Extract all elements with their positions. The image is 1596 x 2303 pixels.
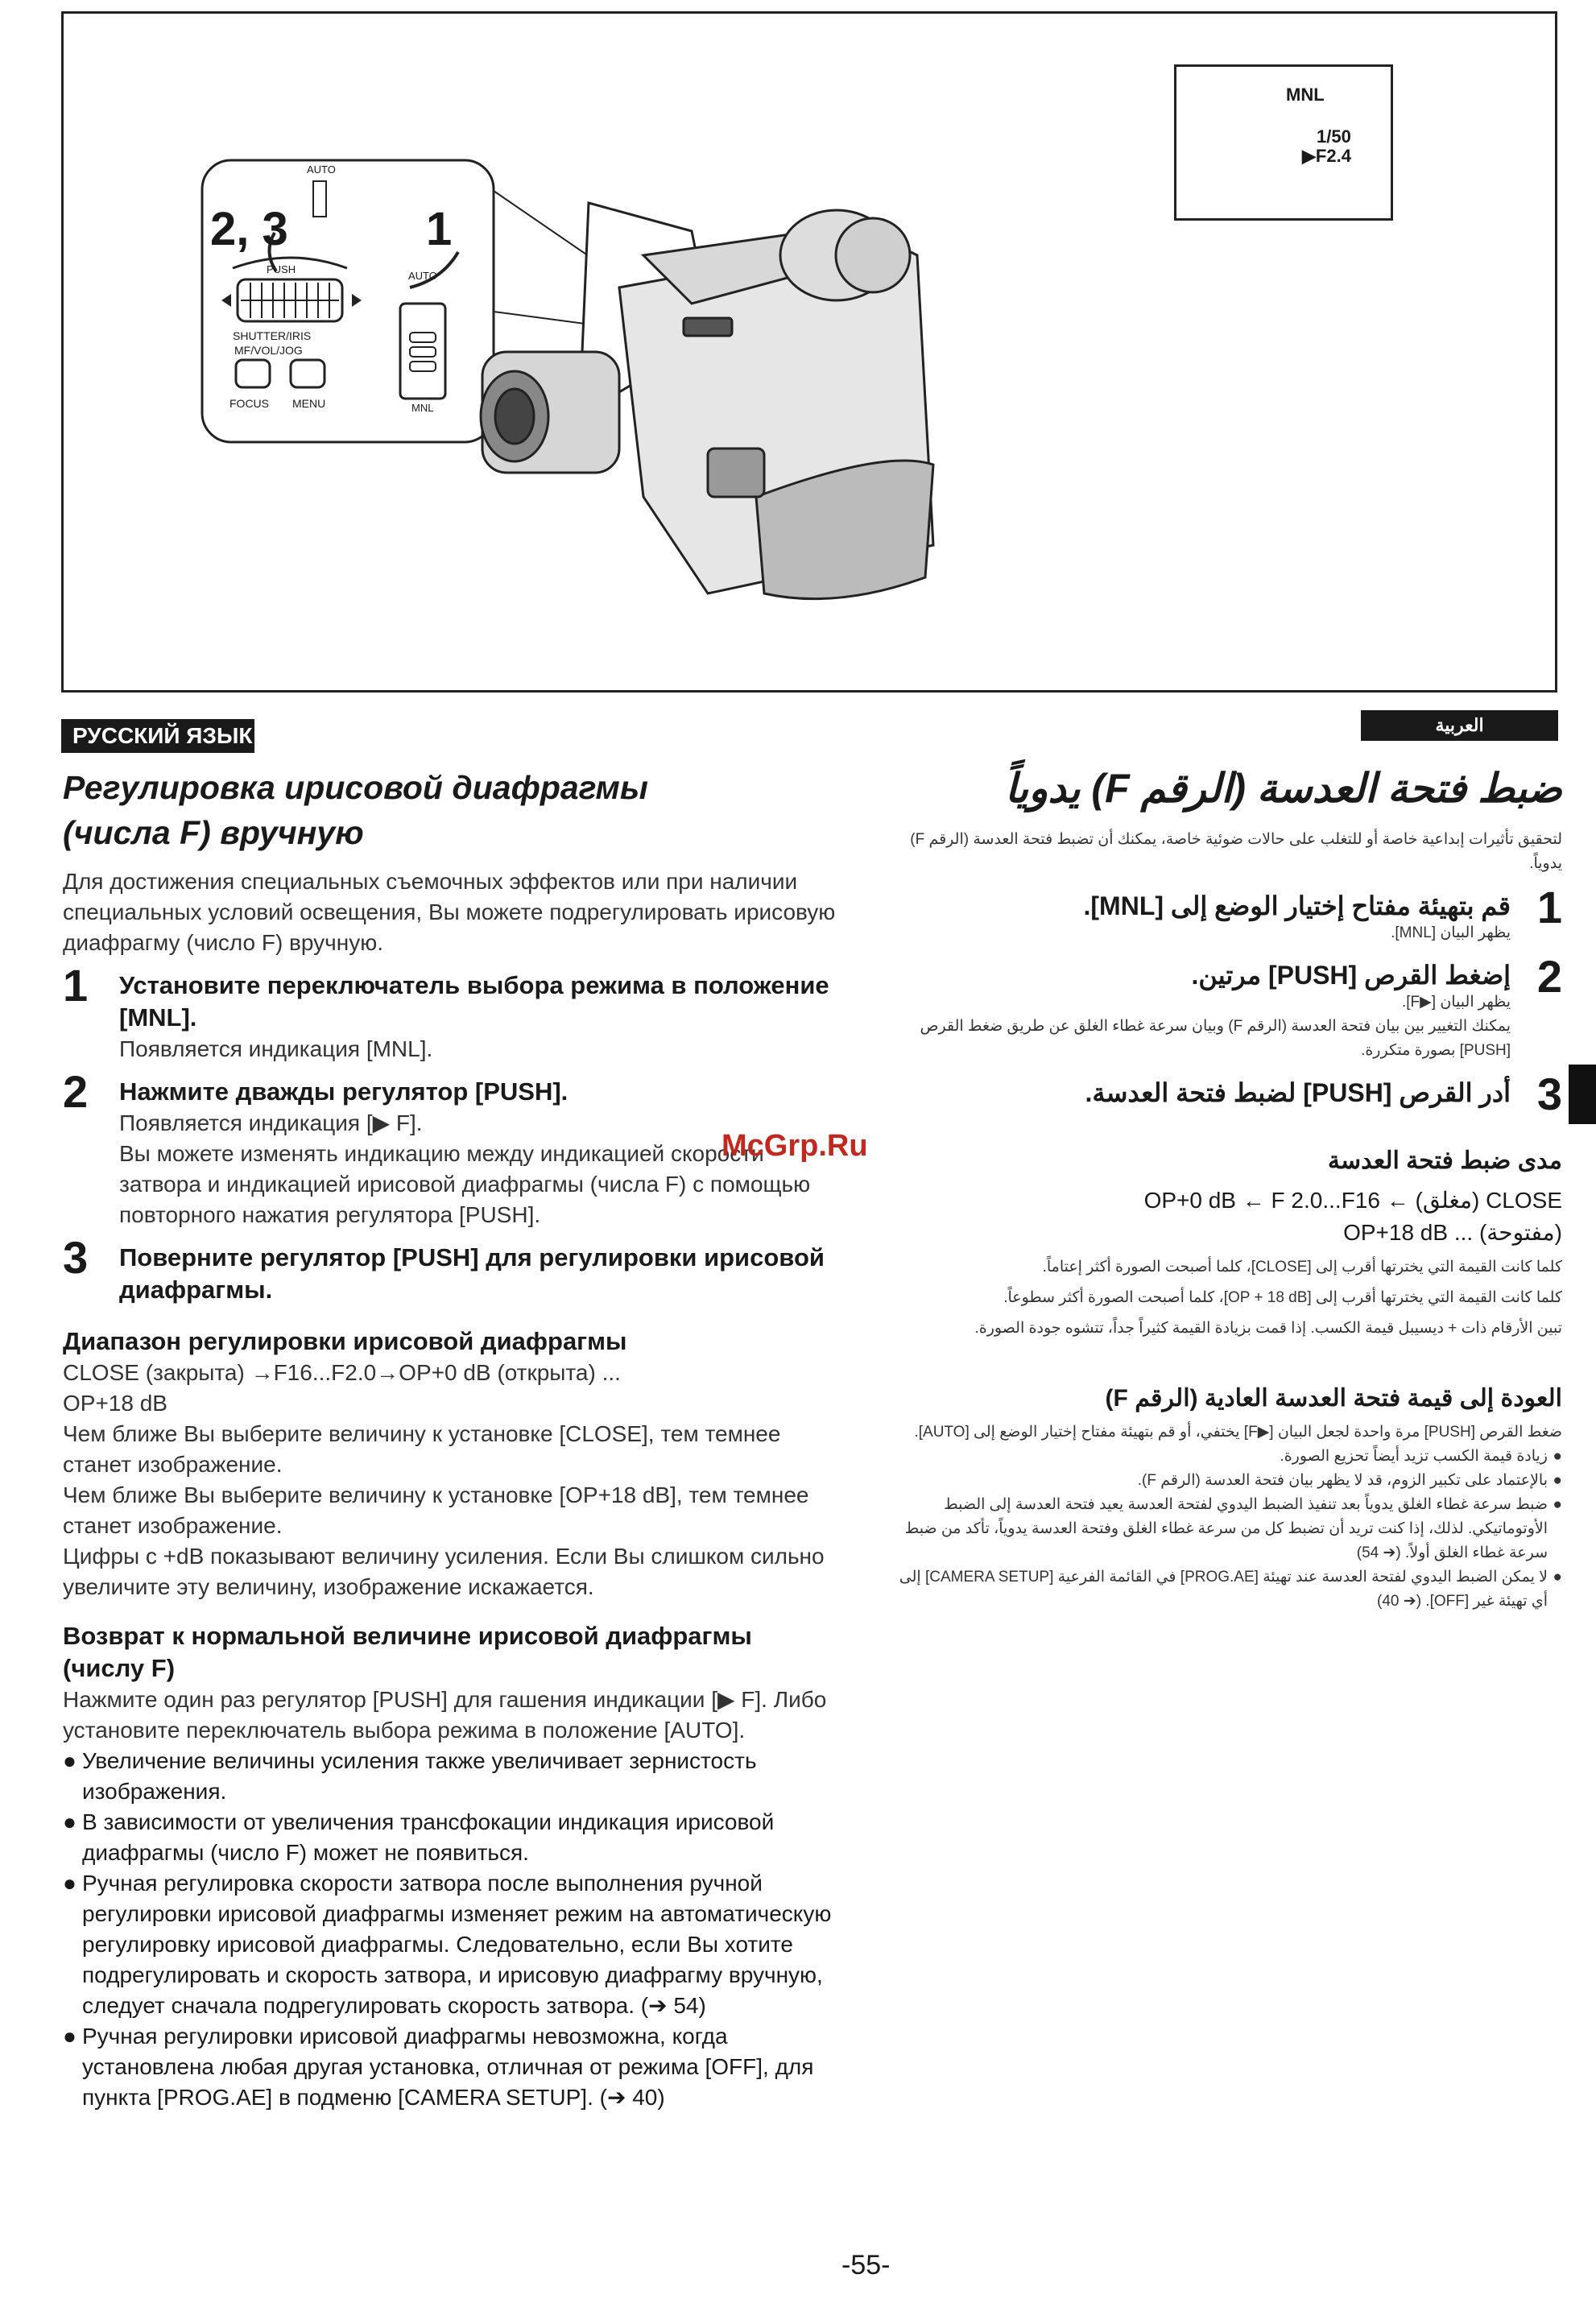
callout-label-2-3: 2, 3 (210, 203, 288, 255)
ar-title: ضبط فتحة العدسة (الرقم F) يدوياً (1005, 766, 1562, 811)
ru-step-2 (63, 1066, 836, 1230)
auto-indicator-slot (313, 181, 326, 217)
ar-step-head: إضغط القرص [PUSH] مرتين. (1191, 961, 1511, 990)
ar-step-body: يظهر البيان [▶F]. يمكنك التغيير بين بيان فتحة العدسة (الرقم F) وبيان سرعة غطاء الغلق عن طريق ضغط القرص [PUSH] بصورة متكررة. (920, 994, 1511, 1059)
page-number: -55- (841, 2250, 891, 2280)
ar-range-heading: مدى ضبط فتحة العدسة (1327, 1147, 1562, 1174)
ar-intro: لتحقيق تأثيرات إبداعية خاصة أو للتغلب على حالات ضوئية خاصة، يمكنك أن تضبط فتحة العدسة (الرقم F) يدوياً. (910, 831, 1562, 872)
auto-switch-label: AUTO (408, 270, 437, 282)
list-item: ● بالإعتماد على تكبير الزوم، قد لا يظهر بيان فتحة العدسة (الرقم F). (1137, 1472, 1562, 1489)
ar-step-head: أدر القرص [PUSH] لضبط فتحة العدسة. (1085, 1078, 1511, 1107)
ar-return-heading: العودة إلى قيمة فتحة العدسة العادية (الرقم F) (1105, 1385, 1562, 1412)
list-item: ● В зависимости от увеличения трансфокации индикация ирисовой диафрагмы (число F) может не появиться. (63, 1809, 775, 1865)
focus-button-shape (236, 360, 270, 387)
ar-step-2 (894, 951, 1562, 1063)
focus-label: FOCUS (229, 397, 269, 410)
ru-return-body: Нажмите один раз регулятор [PUSH] для гашения индикации [▶ F]. Либо установите переключатель выбора режима в положение [AUTO]. (63, 1687, 827, 1743)
ru-intro: Для достижения специальных съемочных эффектов или при наличии специальных условий освещения, Вы можете подрегулировать ирисовую диафрагму (число F) вручную. (63, 869, 836, 955)
ar-step-3 (894, 1069, 1562, 1119)
ar-step-head: قم بتهيئة مفتاح إختيار الوضع إلى [MNL]. (1083, 891, 1511, 920)
ru-step-1 (63, 960, 836, 1065)
russian-language-badge: РУССКИЙ ЯЗЫК (61, 719, 254, 753)
ru-title-line1: Регулировка ирисовой диафрагмы (63, 769, 648, 806)
russian-column (63, 765, 836, 2113)
list-item: ● لا يمكن الضبط اليدوي لفتحة العدسة عند تهيئة [PROG.AE] في القائمة الفرعية [CAMERA SETUP] إلى أي تهيئة غير [OFF]. (➔ 40) (899, 1569, 1562, 1610)
lcd-display (1174, 64, 1393, 221)
lcd-shutter: 1/50 (1317, 126, 1351, 147)
ru-range-body: CLOSE (закрыта) →F16...F2.0→OP+0 dB (открыта) ... OP+18 dB Чем ближе Вы выберите величину к установке [CLOSE], тем темнее станет изображение. Чем ближе Вы выберите величину к установке [OP+18 dB], тем темнее станет изображение. Цифры с +dB показывают величину усиления. Если Вы слишком сильно увеличите эту величину, изображение искажается. (63, 1360, 825, 1599)
mnl-switch-label: MNL (411, 402, 434, 414)
auto-top-label: AUTO (307, 163, 336, 176)
ru-range-heading: Диапазон регулировки ирисовой диафрагмы (63, 1327, 627, 1355)
ru-bullet-list (63, 1746, 836, 2113)
ar-step-1 (894, 882, 1562, 945)
push-label: PUSH (267, 263, 296, 275)
ar-range-note: تبين الأرقام ذات + ديسيبل قيمة الكسب. إذا قمت بزيادة القيمة كثيراً جداً، تتشوه جودة الصورة. (974, 1320, 1562, 1337)
ar-range-line1: OP+0 dB ← F 2.0...F16 ← (مغلق) CLOSE (1143, 1188, 1562, 1213)
ar-step-body: يظهر البيان [MNL]. (1391, 924, 1511, 941)
menu-button-shape (291, 360, 325, 387)
list-item: ● Ручная регулировка скорости затвора после выполнения ручной регулировки ирисовой диафрагмы изменяет режим на автоматическую регулировку ирисовой диафрагмы. Следовательно, если Вы хотите подрегулировать и скорость затвора, и ирисовую диафрагму вручную, следует сначала подрегулировать скорость затвора. (➔ 54) (63, 1871, 832, 2018)
arabic-column (894, 765, 1562, 1614)
ar-step-number: 2 (1536, 951, 1562, 1002)
ru-step-body: Появляется индикация [▶ F]. Вы можете изменять индикацию между индикацией скорости затвора и индикацией ирисовой диафрагмы (числа F) с помощью повторного нажатия регулятора [PUSH]. (119, 1110, 811, 1227)
ru-step-head: Установите переключатель выбора режима в положение [MNL]. (119, 971, 829, 1032)
ru-step-number: 2 (63, 1066, 89, 1117)
ar-range-note: كلما كانت القيمة التي يخترتها أقرب إلى [OP + 18 dB]، كلما أصبحت الصورة أكثر سطوعاً. (1003, 1289, 1562, 1306)
shutter-iris-label: SHUTTER/IRIS (233, 329, 312, 342)
camcorder-body (481, 203, 933, 599)
side-thumb-tab (1569, 1065, 1596, 1124)
lcd-mode: MNL (1286, 85, 1325, 105)
list-item: ● Увеличение величины усиления также увеличивает зернистость изображения. (63, 1748, 757, 1804)
ru-step-head: Поверните регулятор [PUSH] для регулировки ирисовой диафрагмы. (119, 1243, 825, 1304)
lcd-fnumber: ▶F2.4 (1302, 146, 1351, 166)
callout-label-1: 1 (426, 203, 453, 255)
mf-vol-jog-label: MF/VOL/JOG (234, 344, 303, 357)
ar-range-note: كلما كانت القيمة التي يخترتها أقرب إلى [CLOSE]، كلما أصبحت الصورة أكثر إعتاماً. (1042, 1259, 1562, 1276)
watermark-link[interactable]: McGrp.Ru (722, 1129, 868, 1163)
ru-step-3 (63, 1232, 836, 1306)
ru-step-body: Появляется индикация [MNL]. (119, 1036, 433, 1061)
list-item: ● Ручная регулировки ирисовой диафрагмы невозможна, когда установлена любая другая установка, отличная от режима [OFF], для пункта [PROG.AE] в подменю [CAMERA SETUP]. (➔ 40) (63, 2024, 814, 2110)
ar-step-number: 3 (1536, 1069, 1562, 1119)
ar-step-number: 1 (1536, 882, 1562, 932)
ru-step-head: Нажмите дважды регулятор [PUSH]. (119, 1077, 569, 1106)
ru-title-line2: (числа F) вручную (63, 814, 364, 851)
menu-label: MENU (292, 397, 326, 410)
list-item: ● زيادة قيمة الكسب تزيد أيضاً تحزيع الصورة. (1280, 1448, 1562, 1465)
ar-bullet-list (894, 1445, 1562, 1614)
arabic-language-badge: العربية (1361, 710, 1558, 741)
ru-return-heading: Возврат к нормальной величине ирисовой диафрагмы (числу F) (63, 1622, 752, 1682)
ru-step-number: 1 (63, 960, 89, 1011)
ar-range-line2: OP+18 dB ... (مفتوحة) (1343, 1220, 1562, 1245)
ar-return-body: ضغط القرص [PUSH] مرة واحدة لجعل البيان [▶F] يختفي، أو قم بتهيئة مفتاح إختيار الوضع إلى [AUTO]. (914, 1424, 1562, 1441)
list-item: ● ضبط سرعة غطاء الغلق يدوياً بعد تنفيذ الضبط اليدوي لفتحة العدسة يعيد فتحة العدسة إلى الضبط الأوتوماتيكي. لذلك، إذا كنت تريد أن تضبط كل من سرعة غطاء الغلق وفتحة العدسة يدوياً، تأكد من ضبط سرعة غطاء الغلق أولاً. (➔ 54) (904, 1496, 1562, 1561)
ru-step-number: 3 (63, 1232, 89, 1283)
